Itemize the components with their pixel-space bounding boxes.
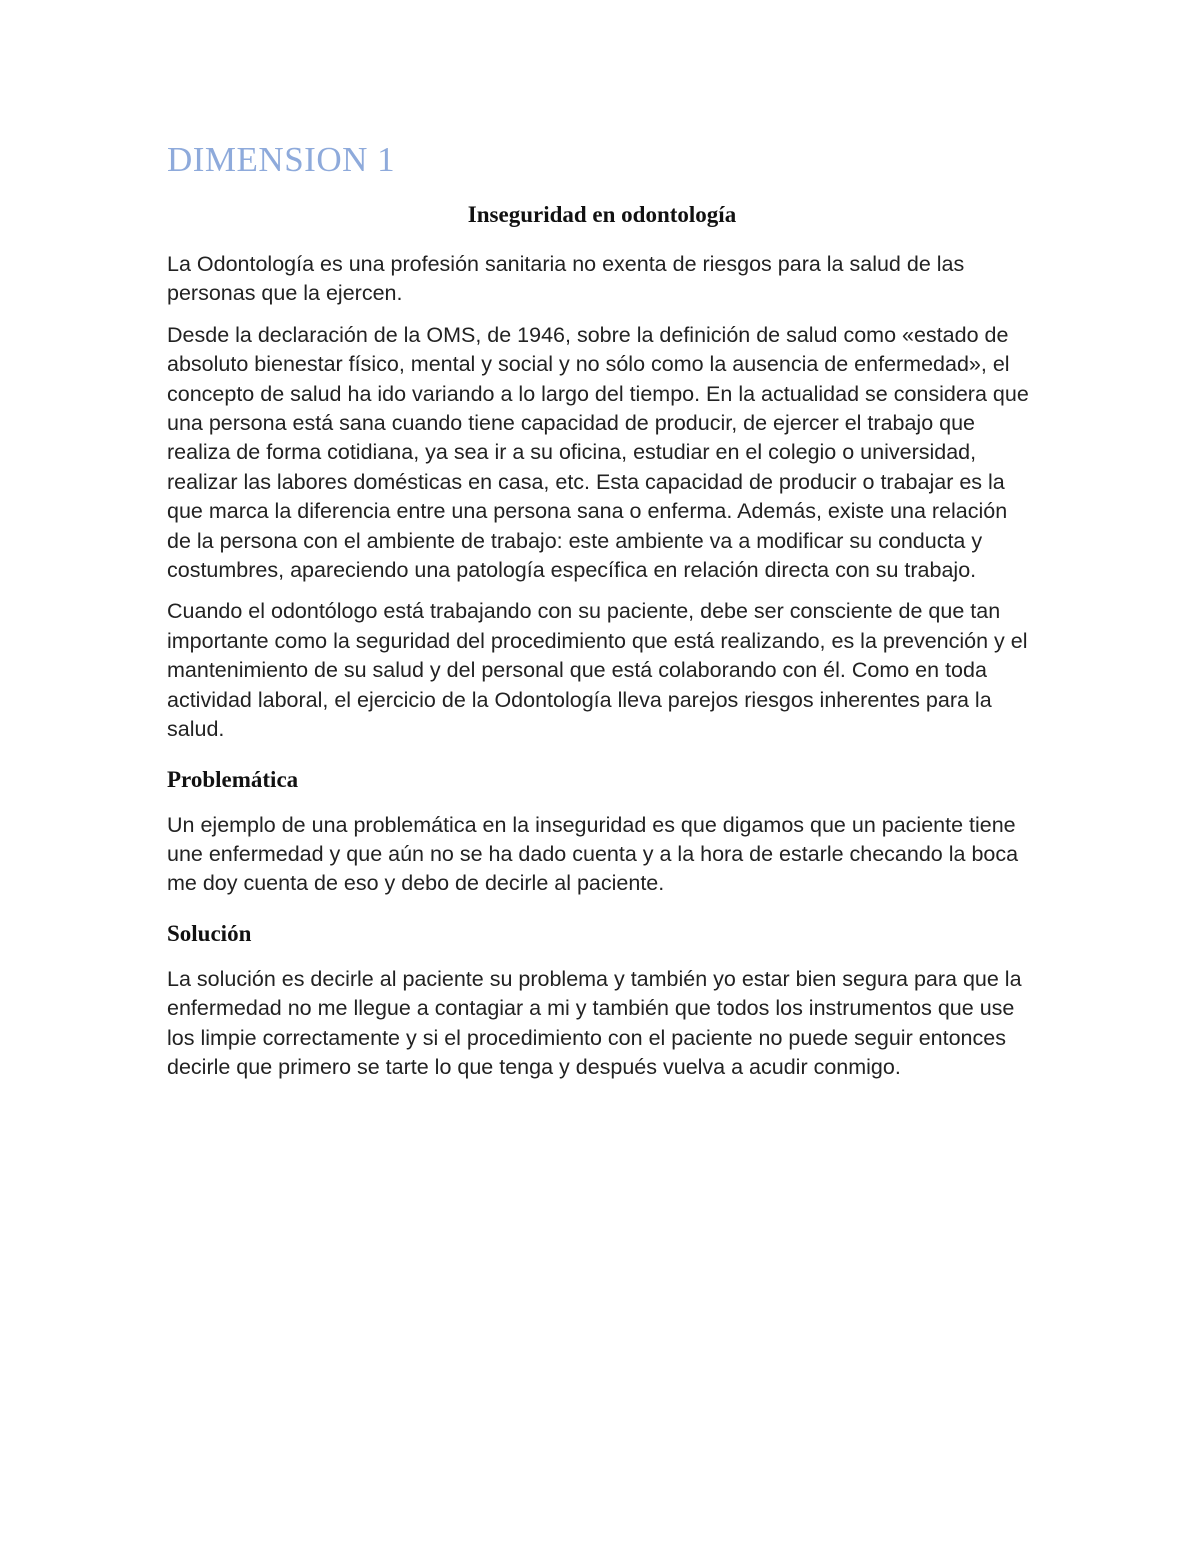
intro-paragraph-3: Cuando el odontólogo está trabajando con su paciente, debe ser consciente de que tan importante como la seguridad del procedimiento que está realizando, es la prevención y el mantenimiento de su salud y del personal que está colaborando con él. Como en toda actividad laboral, el ejercicio de la Odontología lleva parejos riesgos inherentes para la salud. [167,599,1028,742]
intro-paragraph-1: La Odontología es una profesión sanitaria no exenta de riesgos para la salud de las personas que la ejercen. [167,252,965,306]
problematica-paragraph: Un ejemplo de una problemática en la inseguridad es que digamos que un paciente tiene une enfermedad y que aún no se ha dado cuenta y a la hora de estarle checando la boca me doy cuenta de eso y debo de decirle al paciente. [167,812,1019,896]
solucion-paragraph: La solución es decirle al paciente su problema y también yo estar bien segura para que la enfermedad no me llegue a contagiar a mi y también que todos los instrumentos que use los limpie correctamente y si el procedimiento con el paciente no puede seguir entonces decirle que primero se tarte lo que tenga y después vuelva a acudir conmigo. [167,966,1022,1079]
document-subtitle: Inseguridad en odontología [467,202,737,227]
problematica-heading: Problemática [167,766,299,792]
document-content [167,138,1037,1094]
solucion-heading: Solución [167,920,252,946]
intro-paragraph-2: Desde la declaración de la OMS, de 1946, sobre la definición de salud como «estado de absoluto bienestar físico, mental y social y no sólo como la ausencia de enfermedad», el concepto de salud ha ido variando a lo largo del tiempo. En la actualidad se considera que una persona está sana cuando tiene capacidad de producir, de ejercer el trabajo que realiza de forma cotidiana, ya sea ir a su oficina, estudiar en el colegio o universidad, realizar las labores domésticas en casa, etc. Esta capacidad de producir o trabajar es la que marca la diferencia entre una persona sana o enferma. Además, existe una relación de la persona con el ambiente de trabajo: este ambiente va a modificar su conducta y costumbres, apareciendo una patología específica en relación directa con su trabajo. [167,322,1029,583]
document-title: DIMENSION 1 [167,140,396,179]
